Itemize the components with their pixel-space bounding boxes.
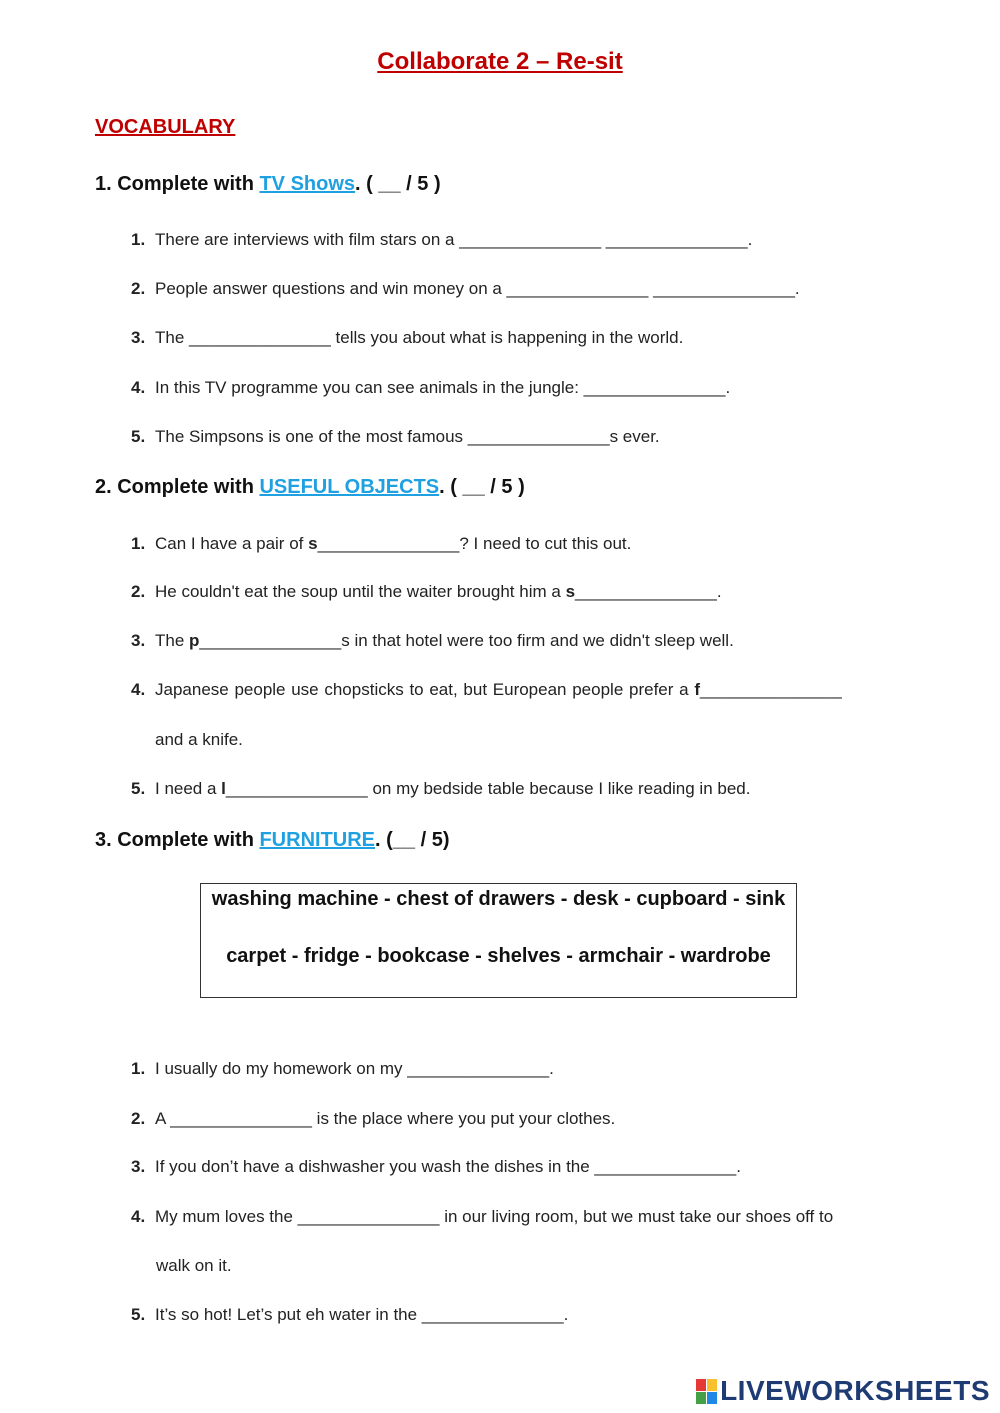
item-number: 3. (131, 631, 146, 650)
item-number: 2. (131, 582, 146, 601)
exercise-item (131, 328, 683, 348)
section-topic-tv-shows: TV Shows (259, 173, 356, 195)
liveworksheets-logo (696, 1375, 990, 1407)
item-text-end: _______________ (699, 680, 842, 699)
item-number: 1. (131, 534, 146, 553)
item-text: He couldn't eat the soup until the waiter brought him a (155, 582, 566, 601)
exercise-item (131, 680, 904, 700)
hint-letter: p (189, 631, 200, 650)
exercise-item (131, 1109, 615, 1129)
item-number: 4. (131, 378, 146, 397)
item-number: 3. (131, 1157, 146, 1176)
item-text: The (155, 631, 190, 650)
section-heading-prefix: 1. Complete with (95, 173, 260, 195)
hint-letter: s (308, 534, 318, 553)
section-3-heading (95, 829, 450, 852)
item-number: 4. (131, 680, 146, 699)
item-text: In this TV programme you can see animals in the jungle: _______________. (155, 378, 731, 397)
item-text-end: _______________. (575, 582, 722, 601)
hint-letter: l (221, 779, 226, 798)
item-number: 4. (131, 1207, 146, 1226)
section-topic-useful-objects: USEFUL OBJECTS (259, 476, 440, 498)
word-bank-line: washing machine - chest of drawers - desk - cupboard - sink (211, 888, 786, 910)
item-text: The Simpsons is one of the most famous _______________s ever. (155, 427, 660, 446)
word-bank-line: carpet - fridge - bookcase - shelves - armchair - wardrobe (226, 945, 771, 967)
logo-text: LIVEWORKSHEETS (720, 1375, 990, 1406)
exercise-item (131, 378, 730, 398)
item-text: Japanese people use chopsticks to eat, but European people prefer a (155, 680, 695, 699)
item-text-end: _______________ on my bedside table because I like reading in bed. (225, 779, 751, 798)
item-text: There are interviews with film stars on a _______________ _______________. (155, 230, 753, 249)
word-bank-box (200, 883, 797, 998)
item-number: 1. (131, 230, 146, 249)
exercise-item (131, 1059, 554, 1079)
exercise-item (131, 1305, 568, 1325)
section-score: . ( __ / 5 ) (439, 476, 525, 498)
exercise-item (131, 582, 722, 602)
item-number: 1. (131, 1059, 146, 1078)
exercise-item (131, 1207, 833, 1227)
section-score: . (__ / 5) (375, 829, 450, 851)
exercise-item (131, 534, 631, 554)
item-number: 5. (131, 1305, 146, 1324)
exercise-item (131, 779, 750, 799)
section-heading-prefix: 3. Complete with (95, 829, 260, 851)
item-continuation: walk on it. (156, 1256, 232, 1275)
section-score: . ( __ / 5 ) (355, 173, 441, 195)
section-2-heading (95, 476, 525, 499)
item-continuation: and a knife. (155, 730, 243, 749)
liveworksheets-logo-icon (696, 1379, 717, 1404)
section-1-heading (95, 173, 441, 196)
item-text: I need a (155, 779, 222, 798)
exercise-item (131, 279, 800, 299)
item-number: 5. (131, 427, 146, 446)
item-text: It’s so hot! Let’s put eh water in the _______________. (155, 1305, 569, 1324)
item-number: 2. (131, 1109, 146, 1128)
exercise-item (131, 427, 660, 447)
exercise-item (131, 230, 752, 250)
item-text: I usually do my homework on my _______________. (155, 1059, 554, 1078)
item-number: 2. (131, 279, 146, 298)
section-label-vocabulary: VOCABULARY (95, 116, 236, 138)
section-heading-prefix: 2. Complete with (95, 476, 260, 498)
item-text: People answer questions and win money on a _______________ _______________. (155, 279, 800, 298)
item-text: My mum loves the _______________ in our living room, but we must take our shoes off to (155, 1207, 834, 1226)
item-text-end: _______________s in that hotel were too firm and we didn't sleep well. (199, 631, 734, 650)
page-title: Collaborate 2 – Re-sit (377, 48, 623, 75)
hint-letter: f (694, 680, 700, 699)
item-number: 5. (131, 779, 146, 798)
item-number: 3. (131, 328, 146, 347)
exercise-item (131, 1157, 741, 1177)
item-text-end: _______________? I need to cut this out. (317, 534, 632, 553)
item-text: A _______________ is the place where you put your clothes. (155, 1109, 616, 1128)
section-topic-furniture: FURNITURE (259, 829, 376, 851)
exercise-item (131, 631, 734, 651)
item-text: If you don’t have a dishwasher you wash the dishes in the _______________. (155, 1157, 741, 1176)
hint-letter: s (565, 582, 576, 601)
item-text: The _______________ tells you about what is happening in the world. (155, 328, 684, 347)
item-text: Can I have a pair of (155, 534, 309, 553)
